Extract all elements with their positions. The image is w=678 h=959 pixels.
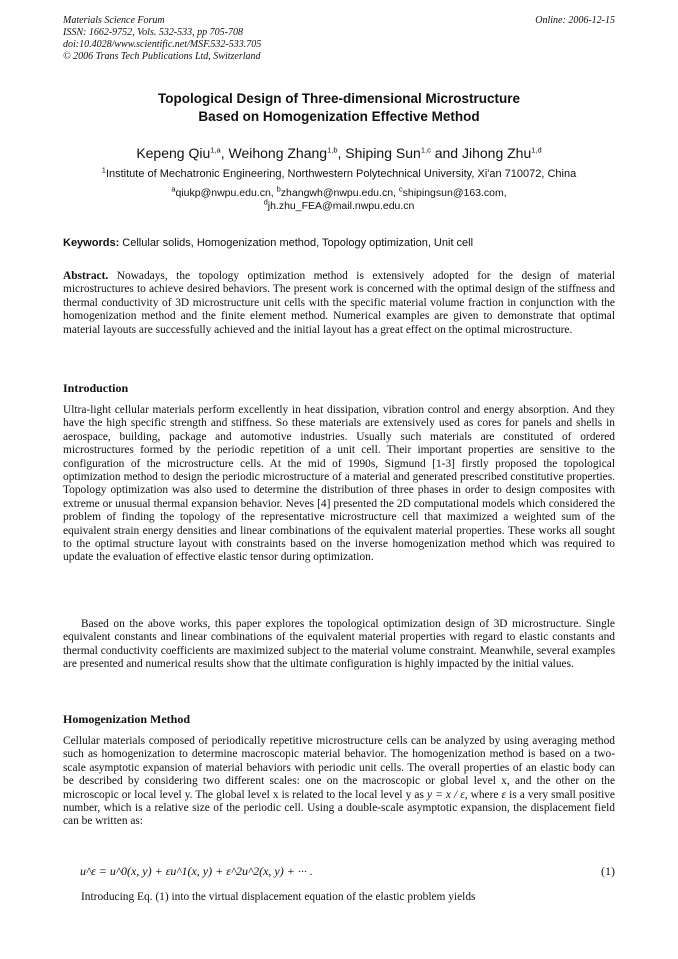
paragraph-text: is a very small positive number, which is a relative size of the periodic cell. Using a double-scale asymptotic expansion, the displacement field can be written as: (63, 788, 615, 828)
online-date: Online: 2006-12-15 (535, 15, 615, 26)
email-sup: a (171, 184, 176, 194)
inline-math: y = x / ε (426, 788, 465, 801)
paragraph-text: Cellular materials composed of periodically repetitive microstructure cells can be analyzed by using averaging method such as homogenization to determine macroscopic material behavior. The homogenization method is based on a two-scale asymptotic expansion of material behaviors with periodic unit cells. The overall properties of an elastic body can be described by considering two different scales: one on the macroscopic or global level x, and the other on the microscopic or local level y. The global level x is related to the local level y as (63, 735, 615, 801)
journal-name: Materials Science Forum (63, 15, 165, 26)
email-link[interactable]: qiukp@nwpu.edu.cn, (175, 187, 277, 199)
email-link[interactable]: jh.zhu_FEA@mail.nwpu.edu.cn (267, 200, 415, 212)
abstract (63, 270, 615, 337)
email-sup: b (276, 184, 281, 194)
author-name: Kepeng Qiu (136, 145, 211, 161)
introduction-paragraph-2: Based on the above works, this paper explores the topological optimization design of 3D microstructure. Single equivalent constants and linear combinations of the equivalent material properties with regard to elastic constants and thermal conductivity coefficients are maximized subject to the material volume constraint. Meanwhile, several examples are presented and numerical results show that the ultimate configuration is highly impacted by the initial values. (63, 618, 615, 671)
keywords-label: Keywords: (63, 237, 120, 249)
author-list (30, 144, 648, 162)
paragraph-text: , where (464, 788, 502, 801)
email-sup: c (398, 184, 403, 194)
author-name: Shiping Sun (345, 145, 421, 161)
journal-header (63, 15, 261, 63)
equation-expression: u^ε = u^0(x, y) + εu^1(x, y) + ε^2u^2(x, y) + ··· . (80, 864, 313, 878)
email-link[interactable]: zhangwh@nwpu.edu.cn, (280, 187, 399, 199)
copyright-line: © 2006 Trans Tech Publications Ltd, Switzerland (63, 51, 261, 62)
inline-math: ε (501, 788, 507, 801)
abstract-label: Abstract. (63, 270, 109, 282)
author-sep: , (337, 145, 346, 161)
email-list (30, 184, 648, 213)
affiliation-text: Institute of Mechatronic Engineering, Northwestern Polytechnical University, Xi'an 710072, China (105, 168, 577, 180)
paper-title (40, 90, 638, 126)
section-heading-homogenization: Homogenization Method (63, 712, 190, 726)
author-sup: 1,b (327, 145, 338, 155)
abstract-text: Nowadays, the topology optimization method is extensively adopted for the design of material microstructures to achieve desired behaviors. The present work is concerned with the optimal design of the stiffness and thermal conductivity of 3D microstructure unit cells with the specific material volume fraction in conjunction with the homogenization method and the finite element method. Numerical examples are given to demonstrate that optimal material layouts are successfully achieved and the initial layout has a great effect on the optimal microstructure. (63, 270, 615, 336)
affiliation-sup: 1 (101, 165, 106, 175)
author-sep: and (430, 145, 462, 161)
email-link[interactable]: shipingsun@163.com, (402, 187, 507, 199)
homogenization-paragraph-2: Introducing Eq. (1) into the virtual displacement equation of the elastic problem yields (81, 891, 476, 903)
author-sup: 1,c (420, 145, 431, 155)
equation-number: (1) (601, 864, 615, 878)
keywords (63, 236, 615, 250)
title-line-1: Topological Design of Three-dimensional Microstructure (157, 91, 521, 106)
title-line-2: Based on Homogenization Effective Method (198, 109, 480, 124)
keywords-text: Cellular solids, Homogenization method, Topology optimization, Unit cell (119, 237, 474, 249)
author-name: Weihong Zhang (228, 145, 328, 161)
introduction-paragraph-1: Ultra-light cellular materials perform excellently in heat dissipation, vibration control and energy absorption. And they have the high specific strength and stiffness. So these materials are extensively used as cores for panels and shells in aerospace, building, package and automotive industries. Usually such materials are constituted of ordered microstructures formed by the periodic repetition of a unit cell. Their important properties are sensitive to the configuration of the microstructure cells. At the mid of 1990s, Sigmund [1-3] firstly proposed the topological optimization method to design the periodic microstructure of a material and generated prescribed constitutive properties. Topology optimization was also used to determine the distribution of three phases in order to design composites with extreme or unusual thermal expansion behavior. Neves [4] presented the 2D computational models which considered the problem of finding the topology of the representative microstructure cell that maximized a weighted sum of the equivalent strain energy densities and linear combinations of the equivalent material properties. These works all sought to the optimal structure layout with constraints based on the inverse homogenization method which was required to update the evaluation of effective elastic tensor during optimization. (63, 404, 615, 564)
author-sep: , (220, 145, 229, 161)
issn-line: ISSN: 1662-9752, Vols. 532-533, pp 705-708 (63, 27, 243, 38)
author-name: Jihong Zhu (461, 145, 532, 161)
author-sup: 1,d (531, 145, 542, 155)
author-sup: 1,a (210, 145, 221, 155)
affiliation (30, 167, 648, 181)
section-heading-introduction: Introduction (63, 381, 129, 395)
equation-1 (80, 862, 615, 880)
homogenization-paragraph-1 (63, 735, 615, 829)
doi-link[interactable]: doi:10.4028/www.scientific.net/MSF.532-533.705 (63, 39, 262, 50)
email-sup: d (263, 197, 268, 207)
